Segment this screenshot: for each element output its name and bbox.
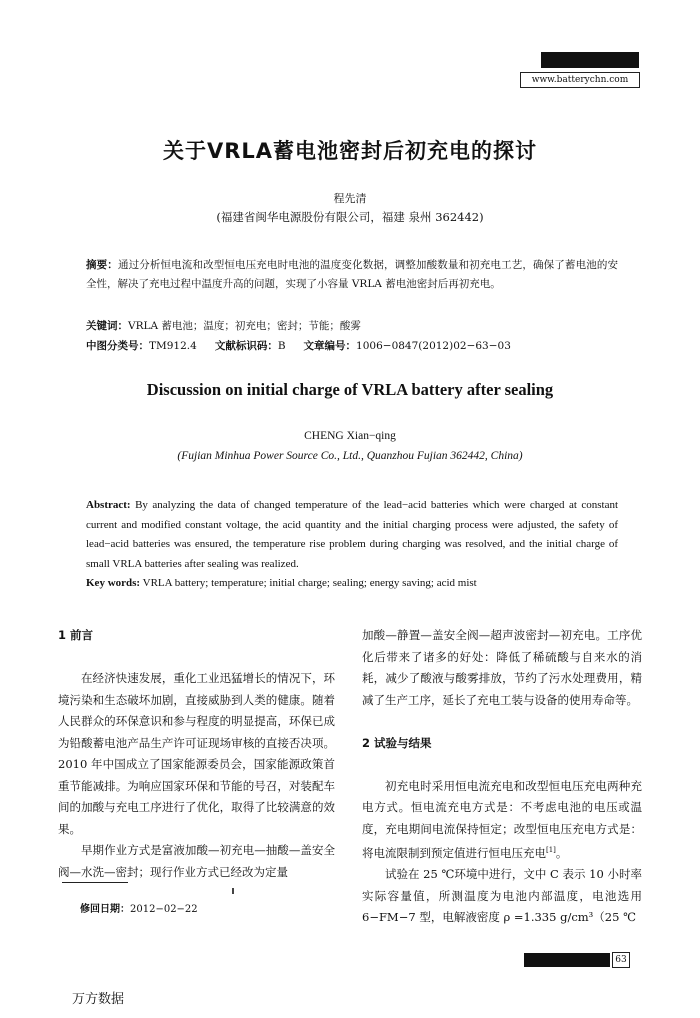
introduction-paragraph-2: 早期作业方式是富液加酸—初充电—抽酸—盖安全阀—水洗—密封；现行作业方式已经改为定量 [58,843,335,879]
section-heading-experiment: 2 试验与结果 [362,735,432,750]
chinese-affiliation: (福建省闽华电源股份有限公司，福建 泉州 362442) [216,210,484,224]
experiment-paragraph-1-end: 。 [555,845,568,860]
class-label: 中图分类号： [86,340,149,352]
experiment-paragraph-2: 试验在 25 ℃环境中进行，文中 C 表示 10 小时率实际容量值，所测温度为电池内部温度，电池选用 6−FM−7 型，电解液密度 ρ =1.335 g/cm³（25 ℃ [362,867,642,925]
english-abstract [86,496,618,574]
chinese-keywords [86,318,626,334]
revision-date [80,900,198,915]
chinese-keywords-text: VRLA 蓄电池；温度；初充电；密封；节能；酸雾 [128,320,361,332]
introduction-paragraph-continued: 加酸—静置—盖安全阀—超声波密封—初充电。工序优化后带来了诸多的好处：降低了稀硫酸与自来水的消耗，减少了酸液与酸雾排放，节约了污水处理费用，精减了生产工序，延长了充电工装与设备的使用寿命等。 [362,628,642,707]
article-number-label: 文章编号： [303,340,357,352]
chinese-abstract [86,256,618,294]
experiment-paragraph-1-text: 初充电时采用恒电流充电和改型恒电压充电两种充电方式。恒电流充电方式是：不考虑电池的电压或温度，充电期间电流保持恒定；改型恒电压充电方式是：将电流限制到预定值进行恒电压充电 [362,778,642,860]
english-keywords [86,575,626,591]
scan-mark [232,888,234,894]
doc-code-label: 文献标识码： [214,340,278,352]
introduction-paragraph-1: 在经济快速发展，重化工业迅猛增长的情况下，环境污染和生态破坏加剧，直接威胁到人类的健康。随着人民群众的环保意识和参与程度的明显提高，环保已成为铅酸蓄电池产品生产许可证现场审核的直接否决项。2010 年中国成立了国家能源委员会，国家能源政策首重节能减排。为响应国家环保和节能的号召，对装配车间的加酸与充电工序进行了优化，取得了比较满意的效果。 [58,671,335,836]
english-title: Discussion on initial charge of VRLA battery after sealing [146,380,554,399]
chinese-abstract-text: 通过分析恒电流和改型恒电压充电时电池的温度变化数据，调整加酸数量和初充电工艺，确保了蓄电池的安全性，解决了充电过程中温度升高的问题，实现了小容量 VRLA 蓄电池密封后再初充电。 [86,259,619,290]
chinese-author: 程先清 [333,192,367,205]
wanfang-watermark: 万方数据 [72,992,125,1007]
revision-date-value: 2012−02−22 [130,904,198,915]
footnote-divider [62,882,128,883]
left-column [58,625,335,883]
chinese-keywords-label: 关键词： [86,320,128,332]
website-url: www.batterychn.com [520,72,640,88]
english-keywords-text: VRLA battery; temperature; initial charge; sealing; energy saving; acid mist [142,577,477,589]
header-black-bar [541,52,639,68]
section-heading-introduction: 1 前言 [58,628,94,642]
classification-line [86,338,626,354]
chinese-abstract-label: 摘要： [86,259,118,271]
class-value: TM912.4 [149,340,197,352]
experiment-paragraph-1 [362,776,642,865]
english-keywords-label: Key words: [86,577,141,589]
chinese-title: 关于VRLA蓄电池密封后初充电的探讨 [162,139,538,163]
page-number: 63 [612,952,630,968]
article-number-value: 1006−0847(2012)02−63−03 [356,340,511,352]
doc-code-value: B [277,340,286,352]
english-affiliation: (Fujian Minhua Power Source Co., Ltd., Quanzhou Fujian 362442, China) [177,450,523,462]
english-author: CHENG Xian−qing [304,430,396,442]
english-abstract-label: Abstract: [86,499,131,511]
citation-ref: [1] [546,846,556,854]
revision-date-label: 修回日期： [80,904,130,915]
english-abstract-text: By analyzing the data of changed temperature of the lead−acid batteries which were charged at constant current and modified constant voltage, the acid quantity and the initial charging process were adjusted, the safety of lead−acid batteries was ensured, the temperature rise problem during charging was resolved, and the initial charge of small VRLA batteries after sealing was realized. [86,499,619,570]
footer-black-bar [524,953,610,967]
right-column [362,625,642,929]
